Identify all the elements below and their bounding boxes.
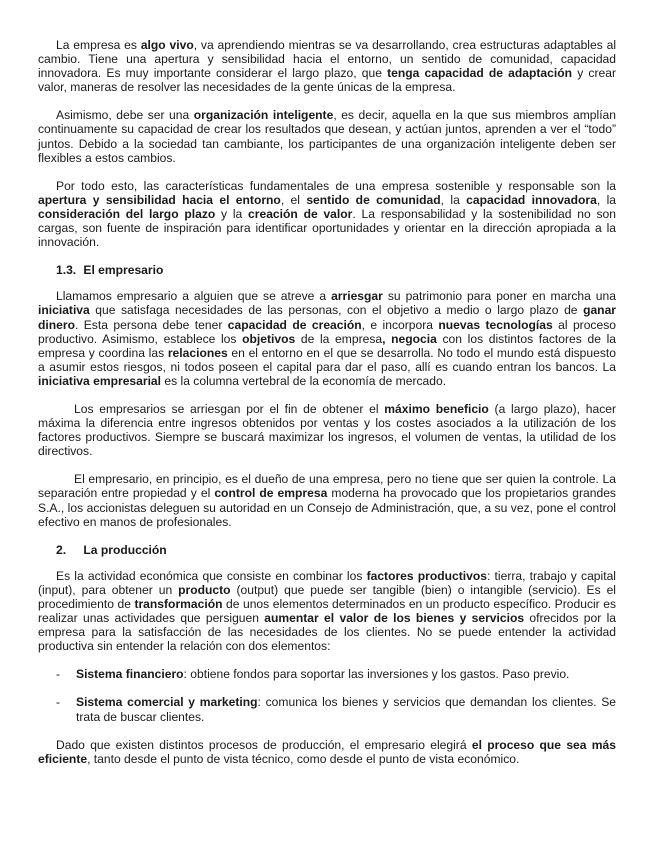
document-page [38,38,616,766]
text-run: (a largo plazo), hacer máxima la diferencia entre ingresos obtenidos por ventas y los costes asociados a la utilización de los factores productivos. Siempre se buscará maximizar los ingresos, el volumen de ventas, la utilidad de los directivos. [38,401,616,459]
section-heading-produccion [38,543,616,557]
text-run: Es la actividad económica que consiste en combinar los [56,568,367,583]
bullet-dash: - [56,695,61,710]
bold-term: ganar dinero [38,303,616,332]
bold-term: iniciativa empresarial [38,373,162,388]
text-run: y la [215,206,249,221]
text-run: : obtiene fondos para soportar las inversiones y los gastos. Paso previo. [183,667,570,682]
text-run: de la empresa [295,331,383,346]
bold-term: producto [178,582,231,597]
text-run: : tierra, trabajo y capital (input), para obtener un [38,568,616,597]
bold-term: sentido de comunidad [306,192,441,207]
text-run: : comunica los bienes y servicios que demandan los clientes. Se trata de buscar clientes. [76,695,616,724]
bold-term: máximo beneficio [384,401,489,416]
bold-term: capacidad innovadora [466,192,597,207]
paragraph-algo-vivo [38,38,616,94]
text-run: en el entorno en el que se desarrolla. No todo el mundo está dispuesto a asumir estos riesgos, ni todos poseen el capital para dar el paso, allí es cuando entran los bancos. La [38,345,616,374]
paragraph-empresario [38,289,616,388]
text-run: ofrecidos por la empresa para la satisfacción de las necesidades de los clientes. No se puede entender la actividad productiva sin entender la relación con dos elementos: [38,611,616,654]
text-run: Llamamos empresario a alguien que se atreve a [56,289,332,304]
bold-term: , [382,331,386,346]
text-run: La empresa es [56,38,141,52]
bold-term: creación de valor [248,206,353,221]
bold-term: transformación [134,597,223,611]
paragraph-caracteristicas [38,179,616,249]
section-heading-empresario [38,263,616,277]
section-title: El empresario [83,263,164,278]
text-run: El empresario, en principio, es el dueño de una empresa, pero no tiene que ser quien la controle. La separación entre propiedad y el [38,472,616,501]
list-item-sistema-financiero [38,667,616,681]
bold-term: factores productivos [366,568,488,583]
bold-term: nuevas tecnologías [438,317,553,332]
paragraph-produccion [38,569,616,654]
bold-term: Sistema comercial y marketing [76,695,258,710]
bold-term: el proceso que sea más eficiente [38,737,616,766]
bullet-dash: - [56,667,61,682]
text-run: de unos elementos determinados en un producto específico. Producir es realizar unas actividades que persiguen [38,597,616,626]
section-number: 2. [56,542,67,557]
bold-term: apertura y sensibilidad hacia el entorno [38,192,281,207]
text-run: , el [280,192,307,207]
section-number: 1.3. [56,263,77,278]
text-run: Los empresarios se arriesgan por el fin de obtener el [74,401,385,416]
text-run: con los distintos factores de la empresa y coordina las [38,331,616,360]
bold-term: algo vivo [140,38,194,52]
text-run: su patrimonio para poner en marcha una [382,289,616,304]
bold-term: consideración del largo plazo [38,206,216,221]
text-run: , e incorpora [361,317,439,332]
bold-term: Sistema financiero [76,667,184,682]
paragraph-proceso-eficiente [38,738,616,766]
paragraph-organizacion-inteligente [38,108,616,164]
bold-term: negocia [391,331,437,346]
paragraph-control-empresa [38,472,616,528]
text-run: que satisfaga necesidades de las personas, con el objetivo a medio o largo plazo de [89,303,584,318]
text-run: moderna ha provocado que los propietarios grandes S.A., los accionistas deleguen su autoridad en un Consejo de Administración, que, a su vez, pone el control efectivo en manos de profesionales. [38,486,616,529]
bold-term: iniciativa [38,303,90,318]
text-run: Dado que existen distintos procesos de producción, el empresario elegirá [56,737,472,752]
bold-term: capacidad de creación [227,317,362,332]
text-run: (output) que puede ser tangible (bien) o intangible (servicio). Es el procedimiento de [38,582,616,611]
text-run: y crear valor, maneras de resolver las necesidades de la gente únicas de la empresa. [38,66,616,95]
text-run: Por todo esto, las características fundamentales de una empresa sostenible y responsable son la [56,178,616,193]
bold-term: objetivos [242,331,296,346]
paragraph-maximo-beneficio [38,402,616,458]
text-run: , la [440,192,467,207]
text-run: , la [596,192,617,207]
text-run: , va aprendiendo mientras se va desarrollando, crea estructuras adaptables al cambio. Tiene una apertura y sensibilidad hacia el entorno, un sentido de comunidad, capacidad innovadora. Es muy importante considerar el largo plazo, que [38,38,617,81]
text-run: , es decir, aquella en la que sus miembros amplían continuamente su capacidad de crear los resultados que desean, y actúan juntos, aprenden a ver el “todo” juntos. Debido a la sociedad tan cambiante, los participantes de una organización inteligente deben ser flexibles a estos cambios. [38,108,617,165]
bold-term: aumentar el valor de los bienes y servicios [264,611,525,626]
bold-term: arriesgar [331,289,383,304]
bold-term: relaciones [167,345,228,360]
bold-term: organización inteligente [193,108,334,123]
text-run: Asimismo, debe ser una [56,108,194,123]
bold-term: control de empresa [214,486,328,501]
text-run: . La responsabilidad y la sostenibilidad no son cargas, son fuente de inspiración para identificar oportunidades y orientar en la dirección apropiada a la innovación. [38,206,616,250]
section-title: La producción [83,542,167,557]
bold-term: tenga capacidad de adaptación [387,66,573,81]
list-item-sistema-comercial [38,695,616,723]
text-run: al proceso productivo. Asimismo, establece los [38,317,616,346]
text-run: , tanto desde el punto de vista técnico, como desde el punto de vista económico. [87,751,520,766]
text-run: es la columna vertebral de la economía de mercado. [161,373,447,388]
text-run: . Esta persona debe tener [74,317,228,332]
